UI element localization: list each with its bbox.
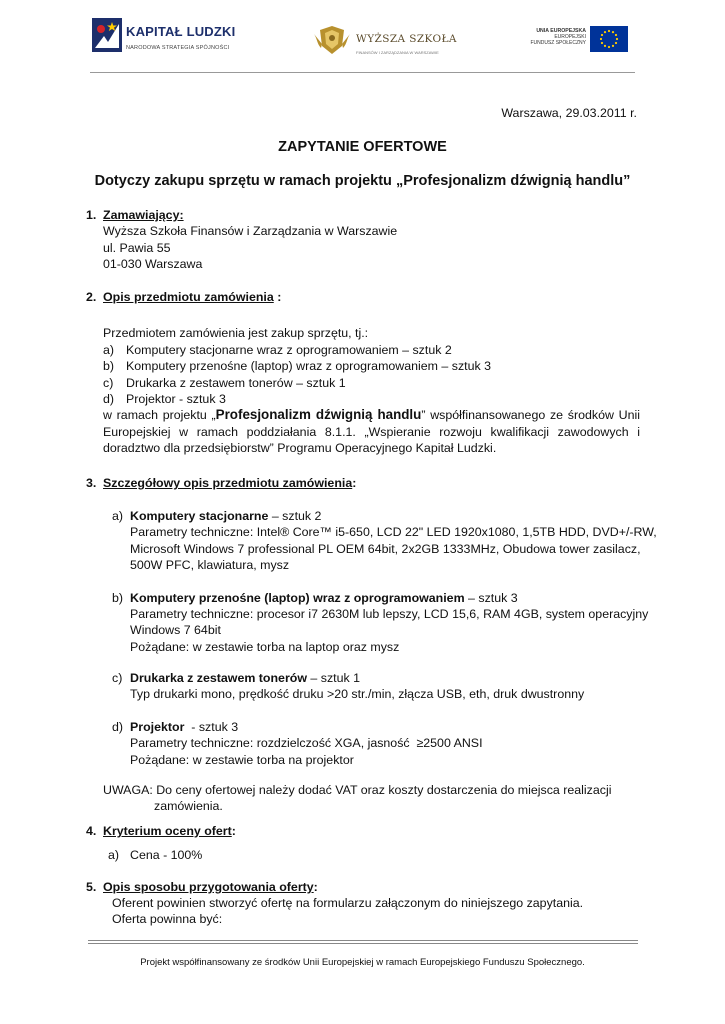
s5-line: Oferent powinien stworzyć ofertę na formularzu załączonym do niniejszego zapytania.	[112, 896, 584, 910]
s2-item-letter: c)	[103, 376, 114, 390]
s2-item-text: Drukarka z zestawem tonerów – sztuk 1	[126, 376, 346, 390]
eu-line-2: EUROPEJSKI	[554, 34, 586, 41]
header-divider	[90, 72, 635, 73]
s4-heading-row	[103, 823, 236, 840]
eu-flag-icon	[590, 26, 628, 52]
s3-b-line: Pożądane: w zestawie torba na laptop oraz mysz	[130, 640, 400, 654]
s3-d-qty: - sztuk 3	[184, 720, 239, 734]
kapital-ludzki-mark-icon	[92, 18, 122, 52]
eu-line-3: FUNDUSZ SPOŁECZNY	[530, 40, 586, 47]
document-subtitle: Dotyczy zakupu sprzętu w ramach projektu „Profesjonalizm dźwignią handlu”	[94, 173, 631, 189]
s1-line: ul. Pawia 55	[103, 241, 171, 255]
s3-a-line: Parametry techniczne: Intel® Core™ i5-650, LCD 22" LED 1920x1080, 1,5TB HDD, DVD+/-RW,	[130, 525, 657, 539]
s3-heading-row	[103, 475, 356, 492]
s5-heading: Opis sposobu przygotowania oferty	[103, 880, 314, 894]
s3-c-qty: – sztuk 1	[306, 671, 361, 685]
s3-d-line: Parametry techniczne: rozdzielczość XGA, jasność ≥2500 ANSI	[130, 736, 483, 750]
document-title: ZAPYTANIE OFERTOWE	[278, 139, 447, 155]
s2-p-pre: w ramach projektu „	[103, 408, 216, 422]
s2-paragraph-line-3: doradztwo dla przedsiębiorstw” Programu Operacyjnego Kapitał Ludzki.	[103, 441, 497, 456]
s2-number: 2.	[86, 290, 97, 304]
s5-line: Oferta powinna być:	[112, 912, 223, 926]
s3-c-name: Drukarka z zestawem tonerów	[130, 671, 307, 685]
s3-item-title	[130, 590, 518, 607]
s4-item-text: Cena - 100%	[130, 848, 203, 862]
s4-colon: :	[231, 824, 236, 838]
wyzsza-szkola-logo	[312, 24, 457, 58]
ws-title: WYŻSZA SZKOŁA	[356, 33, 457, 45]
s3-d-line: Pożądane: w zestawie torba na projektor	[130, 753, 354, 767]
kl-title: KAPITAŁ LUDZKI	[126, 24, 236, 39]
s3-b-line: Parametry techniczne: procesor i7 2630M lub lepszy, LCD 15,6, RAM 4GB, system operacyjny	[130, 607, 649, 621]
s3-b-qty: – sztuk 3	[464, 591, 518, 605]
s3-note-line-2: zamówienia.	[154, 799, 223, 813]
s3-a-qty: – sztuk 2	[268, 509, 322, 523]
s4-item-letter: a)	[108, 848, 120, 862]
s2-item-text: Projektor - sztuk 3	[126, 392, 226, 406]
eu-logo-text	[530, 28, 586, 47]
crest-icon	[312, 24, 352, 56]
page-footer: Projekt współfinansowany ze środków Unii Europejskiej w ramach Europejskiego Funduszu Społecznego.	[140, 957, 585, 968]
s2-intro: Przedmiotem zamówienia jest zakup sprzętu, tj.:	[103, 326, 369, 340]
s2-item-letter: b)	[103, 359, 115, 373]
s4-number: 4.	[86, 824, 97, 838]
s1-number: 1.	[86, 208, 97, 222]
document-date: Warszawa, 29.03.2011 r.	[501, 106, 637, 120]
s2-heading: Opis przedmiotu zamówienia	[103, 290, 274, 304]
s3-item-title	[130, 508, 321, 525]
s2-item-text: Komputery stacjonarne wraz z oprogramowaniem – sztuk 2	[126, 343, 452, 357]
s3-item-letter: a)	[112, 509, 124, 523]
s2-paragraph-line-1	[103, 407, 640, 424]
s2-item-letter: a)	[103, 343, 115, 357]
s2-colon: :	[273, 290, 282, 304]
s3-heading: Szczegółowy opis przedmiotu zamówienia	[103, 476, 353, 490]
s3-item-letter: c)	[112, 671, 123, 685]
s2-heading-row	[103, 289, 281, 306]
s3-number: 3.	[86, 476, 97, 490]
s3-note-line-1: UWAGA: Do ceny ofertowej należy dodać VAT oraz koszty dostarczenia do miejsca realizacji	[103, 783, 612, 797]
s1-line: 01-030 Warszawa	[103, 257, 203, 271]
footer-divider	[88, 940, 638, 941]
s3-item-title	[130, 719, 238, 736]
s3-item-title	[130, 670, 360, 687]
s3-a-line: 500W PFC, klawiatura, mysz	[130, 558, 290, 572]
s3-colon: :	[352, 476, 357, 490]
s1-heading: Zamawiający:	[103, 208, 184, 222]
s3-c-line: Typ drukarki mono, prędkość druku >20 str./min, złącza USB, eth, druk dwustronny	[130, 687, 585, 701]
s5-colon: :	[313, 880, 318, 894]
s5-heading-row	[103, 879, 318, 896]
s2-p-bold: Profesjonalizm dźwignią handlu	[215, 407, 422, 422]
s1-line: Wyższa Szkoła Finansów i Zarządzania w Warszawie	[103, 224, 398, 238]
s3-b-name: Komputery przenośne (laptop) wraz z oprogramowaniem	[130, 591, 465, 605]
s2-paragraph	[103, 407, 640, 457]
footer-divider	[88, 943, 638, 944]
s3-b-line: Windows 7 64bit	[130, 623, 221, 637]
s3-d-name: Projektor	[130, 720, 185, 734]
s3-a-line: Microsoft Windows 7 professional PL OEM 64bit, 2x2GB 1333MHz, Obudowa tower zasilacz,	[130, 542, 641, 556]
eu-logo	[530, 26, 630, 52]
eu-line-1: UNIA EUROPEJSKA	[536, 28, 586, 34]
ws-subtitle: FINANSÓW I ZARZĄDZANIA W WARSZAWIE	[356, 50, 439, 55]
s2-item-text: Komputery przenośne (laptop) wraz z oprogramowaniem – sztuk 3	[126, 359, 492, 373]
s3-item-letter: b)	[112, 591, 124, 605]
s2-item-letter: d)	[103, 392, 115, 406]
kapital-ludzki-logo	[92, 18, 242, 56]
s3-item-letter: d)	[112, 720, 124, 734]
s2-paragraph-line-2: Europejskiej w ramach poddziałania 8.1.1. „Wspieranie rozwoju kwalifikacji zawodowych i	[103, 424, 640, 439]
kl-subtitle: NARODOWA STRATEGIA SPÓJNOŚCI	[126, 45, 230, 51]
s2-p-post: ” współfinansowanego ze środków Unii	[421, 408, 640, 422]
s4-heading: Kryterium oceny ofert	[103, 824, 232, 838]
s3-a-name: Komputery stacjonarne	[130, 509, 269, 523]
s5-number: 5.	[86, 880, 97, 894]
